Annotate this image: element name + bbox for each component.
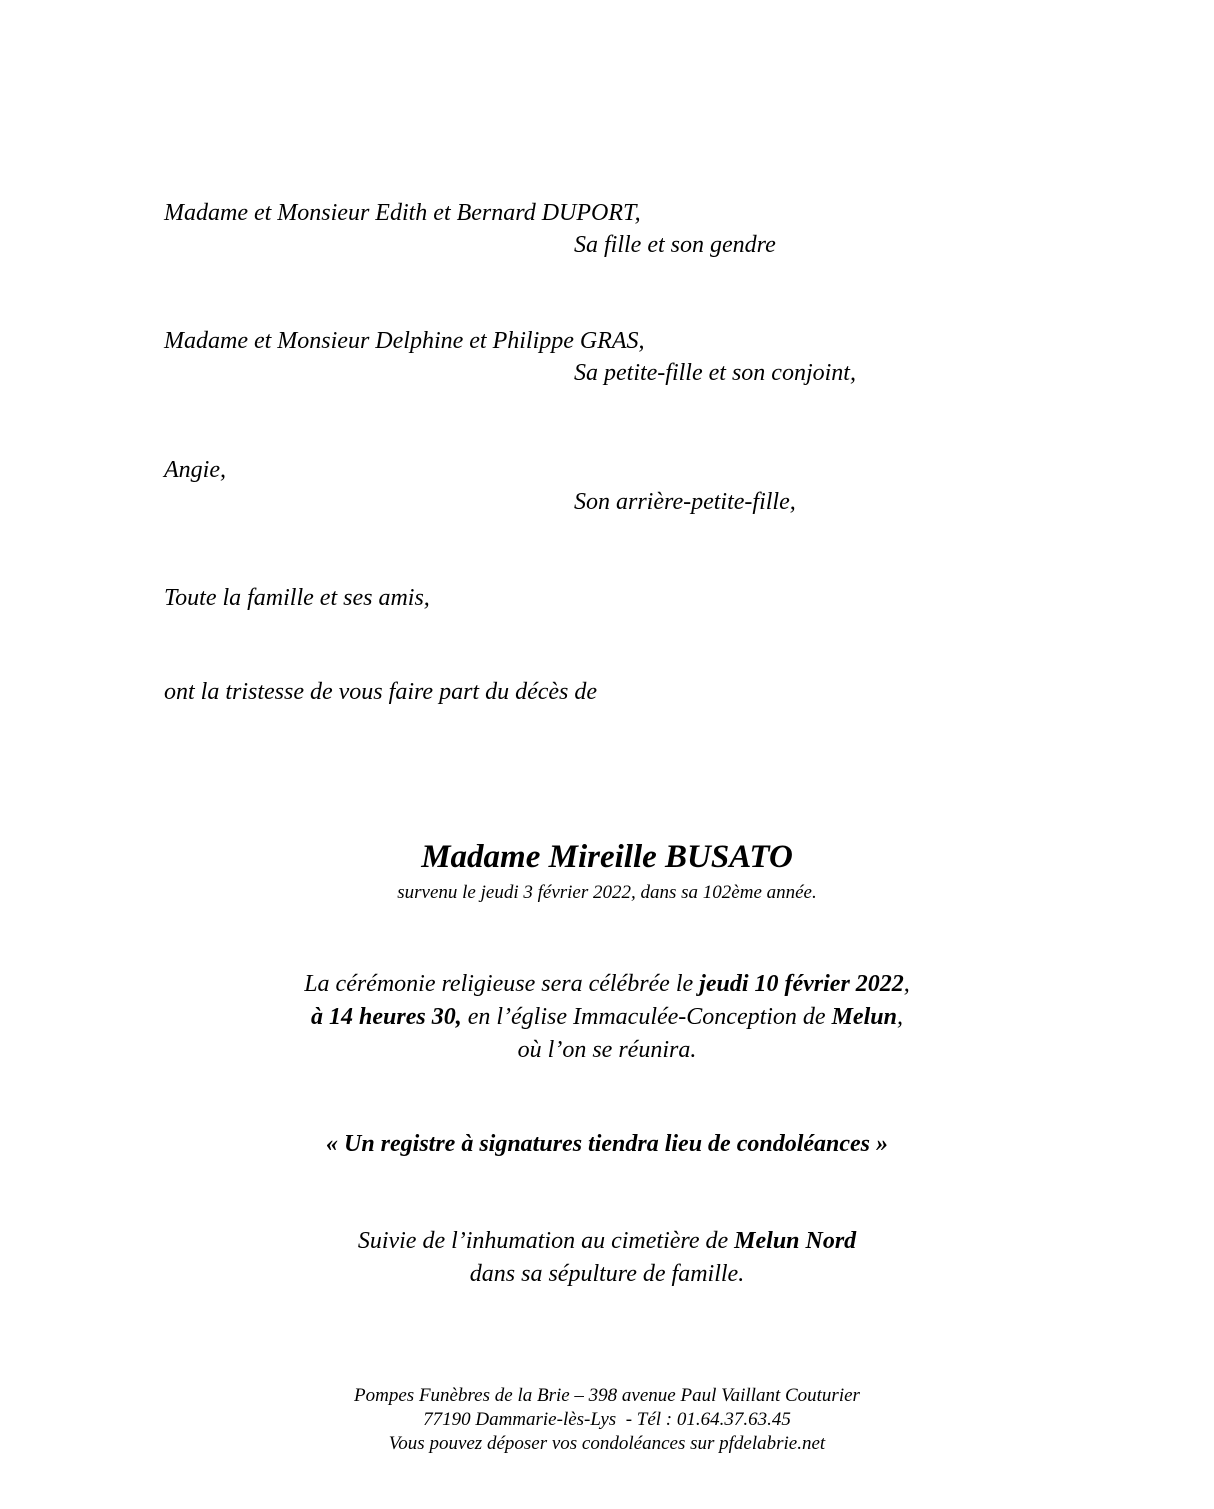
footer-line-3: Vous pouvez déposer vos condoléances sur pfdelabrie.net xyxy=(388,1433,826,1454)
family-3-relation: Son arrière-petite-fille, xyxy=(574,489,796,515)
ceremony-line-3: où l’on se réunira. xyxy=(517,1037,697,1063)
others-line: Toute la famille et ses amis, xyxy=(164,585,430,611)
footer-line-2: 77190 Dammarie-lès-Lys - Tél : 01.64.37.63.45 xyxy=(423,1409,791,1430)
deceased-name: Madame Mireille BUSATO xyxy=(421,839,793,875)
deceased-subtitle: survenu le jeudi 3 février 2022, dans sa 102ème année. xyxy=(397,882,817,903)
footer-line-1: Pompes Funèbres de la Brie – 398 avenue Paul Vaillant Couturier xyxy=(354,1385,860,1406)
family-2-name: Madame et Monsieur Delphine et Philippe GRAS, xyxy=(164,328,645,354)
family-2-relation: Sa petite-fille et son conjoint, xyxy=(574,360,856,386)
ceremony-date: jeudi 10 février 2022 xyxy=(699,971,904,997)
ceremony-l2-comma: , xyxy=(896,1004,903,1030)
ceremony-time: à 14 heures 30, xyxy=(311,1004,462,1030)
family-3-name: Angie, xyxy=(164,457,226,483)
registry-line: « Un registre à signatures tiendra lieu de condoléances » xyxy=(325,1131,889,1157)
ceremony-l1-comma: , xyxy=(903,971,910,997)
ceremony-line-1 xyxy=(0,969,1214,999)
ceremony-l1-text: La cérémonie religieuse sera célébrée le xyxy=(304,971,700,997)
burial-line-2: dans sa sépulture de famille. xyxy=(469,1261,745,1287)
ceremony-l2-text: en l’église Immaculée-Conception de xyxy=(461,1004,832,1030)
announcement-line: ont la tristesse de vous faire part du décès de xyxy=(164,679,598,705)
family-1-name: Madame et Monsieur Edith et Bernard DUPORT, xyxy=(164,200,641,226)
burial-line-1 xyxy=(0,1226,1214,1256)
family-1-relation: Sa fille et son gendre xyxy=(574,232,776,258)
ceremony-city: Melun xyxy=(831,1004,897,1030)
ceremony-line-2 xyxy=(0,1002,1214,1032)
burial-place: Melun Nord xyxy=(734,1228,857,1254)
burial-l1-text: Suivie de l’inhumation au cimetière de xyxy=(357,1228,735,1254)
